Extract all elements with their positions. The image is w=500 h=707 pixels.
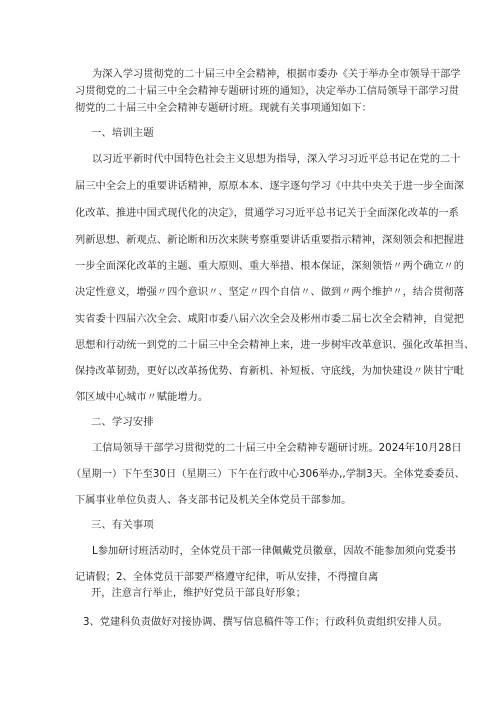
section1-line-6: 决定性意义，增强〃四个意识〃、坚定〃四个自信〃、做到〃两个维护〃，结合贯彻落 [75,287,465,298]
section2-line-3: 下属事业单位负责人、各支部书记及机关全体党员干部参加。 [75,495,352,506]
section1-line-2: 届三中全会上的重要讲话精神，原原本本、逐字逐句学习《中共中央关于进一步全面深 [75,181,465,192]
intro-line-2: 习贯彻党的二十届三中全会精神专题研讨班的通知》，决定举办工信局领导干部学习贯 [75,86,459,97]
section2-heading: 二、学习安排 [91,416,154,428]
intro-line-3: 彻党的二十届三中全会精神专题研讨班。现就有关事项通知如下： [75,103,372,114]
section3-line-4: 3、党建科负责做好对接协调、撰写信息稿件等工作；行政科负责组织安排人员。 [83,617,448,628]
section1-line-1: 以习近平新时代中国特色社会主义思想为指导，深入学习习近平总书记在党的二十 [92,154,461,165]
intro-line-1: 为深入学习贯彻党的二十届三中全会精神，根据市委办《关于举办全市领导干部学 [92,69,461,80]
section1-line-4: 列新思想、新观点、新论断和历次来陕考察重要讲话重要指示精神，深刻领会和把握进 [75,235,465,246]
section1-line-7: 实省委十四届六次全会、咸阳市委八届六次全会及彬州市委二届七次全会精神，自觉把 [75,314,465,325]
section1-line-5: 一步全面深化改革的主题、重大原则、重大举措、根本保证，深刻领悟〃两个确立〃的 [75,261,465,272]
section3-line-2: 记请假；2、全体党员干部要严格遵守纪律，听从安排，不得擅自离 [75,572,379,583]
section1-line-3: 化改革、推进中国式现代化的决定》，贯通学习习近平总书记关于全面深化改革的一系 [75,208,459,219]
section1-line-9: 保持改革韧劲，更好以改革扬优势、育新机、补短板、守底线，为加快建设〃陕甘宁毗 [75,366,465,377]
section2-line-2: （星期一）下午至30日（星期三）下午在行政中心306举办,,学制3天。全体党委委员、 [71,469,465,480]
section3-heading: 三、有关事项 [91,519,154,531]
section1-line-8: 思想和行动统一到党的二十届三中全会精神上来，进一步树牢改革意识、强化改革担当、 [75,340,475,351]
section1-heading: 一、培训主题 [91,127,154,139]
section3-line-1: L参加研讨班活动时，全体党员干部一律佩戴党员徽章，因故不能参加须向党委书 [92,546,457,557]
section2-line-1: 工信局领导干部学习贯彻党的二十届三中全会精神专题研讨班。2024年10月28日 [92,443,462,454]
section3-line-3: 开，注意言行举止，维护好党员干部良好形象； [91,588,306,599]
section1-line-10: 邻区域中心城市〃赋能增力。 [75,392,209,403]
